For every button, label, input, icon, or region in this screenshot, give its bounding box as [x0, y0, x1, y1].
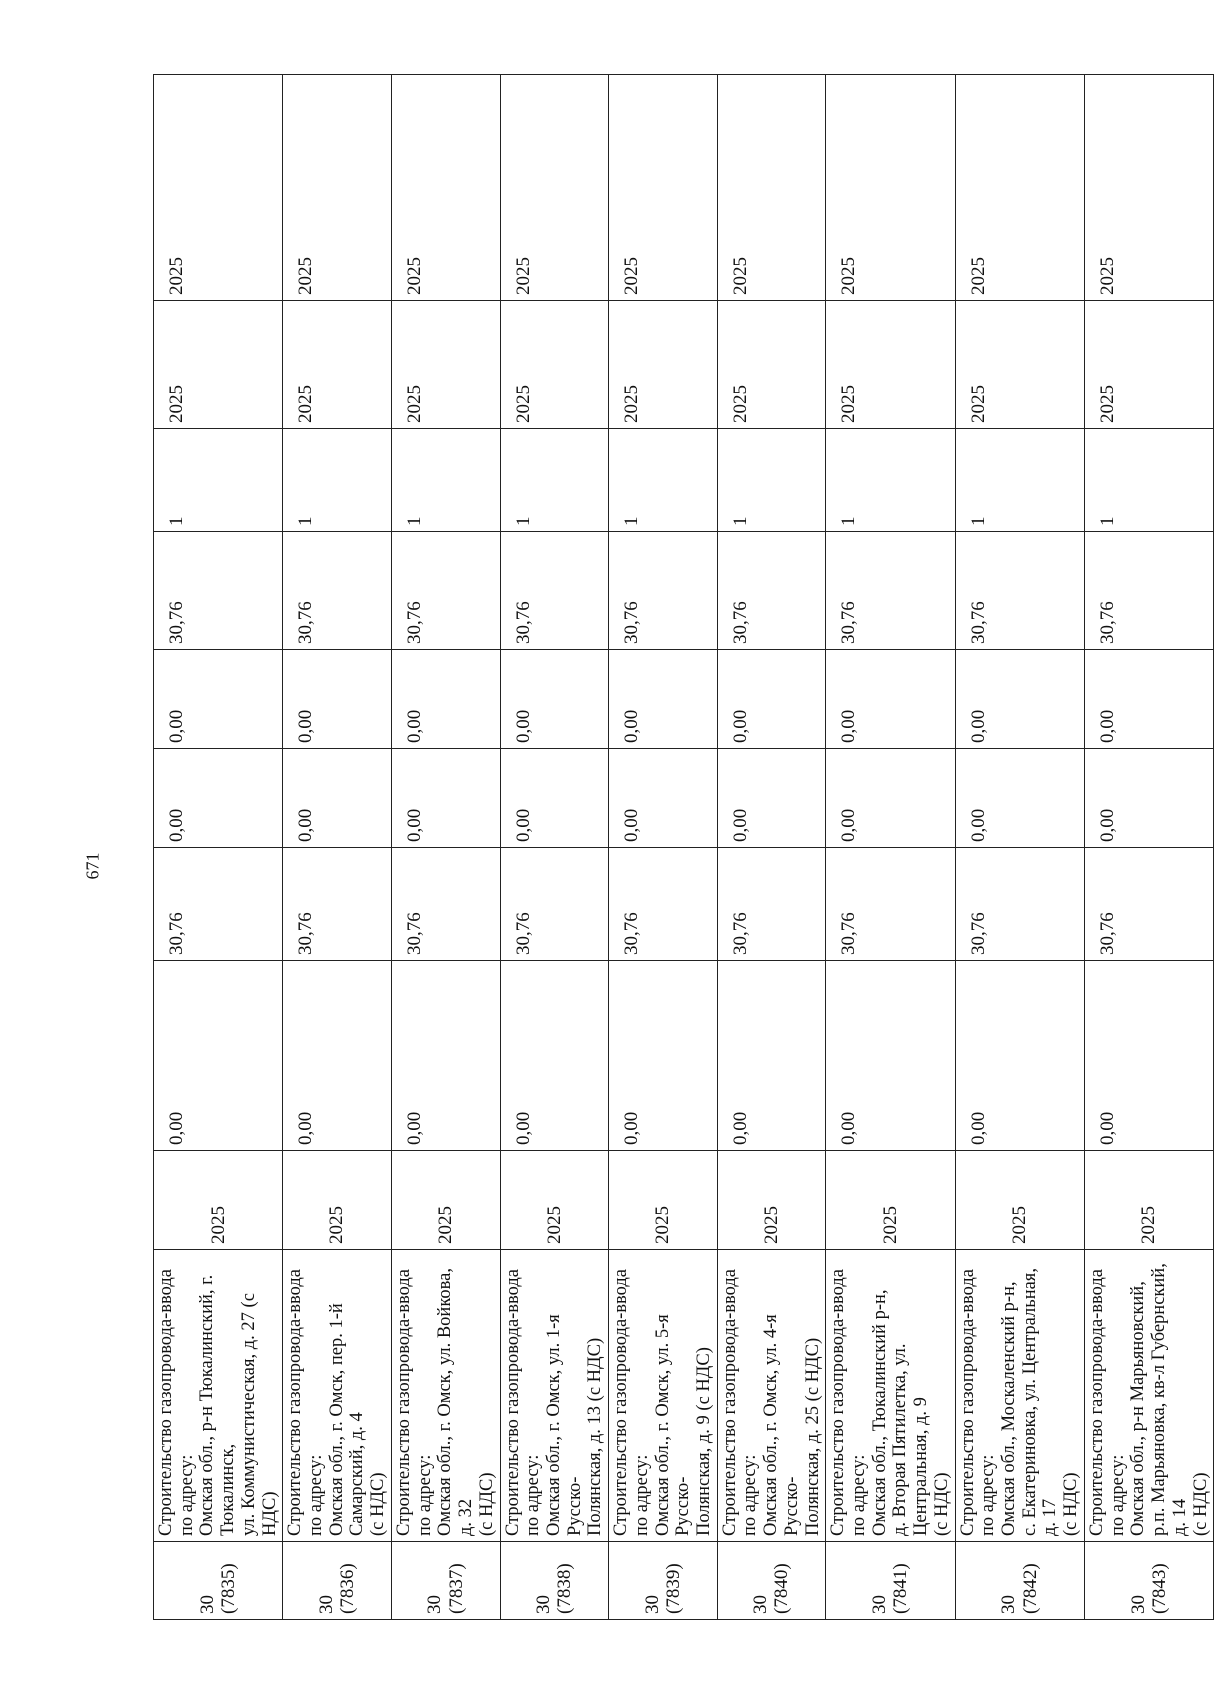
cell-value-4: 0,00 [826, 650, 955, 749]
cell-end-year: 2025 [826, 75, 955, 301]
cell-value-1: 0,00 [1084, 961, 1213, 1151]
cell-object-name: Строительство газопровода-ввода по адресу: Омская обл., р-н Марьяновский, р.п. Марьяновка, кв-л Губернский, д. 14 (с НДС) [1084, 1250, 1213, 1542]
cell-value-3: 0,00 [154, 749, 283, 848]
cell-year: 2025 [154, 1151, 283, 1250]
cell-value-5: 30,76 [1084, 532, 1213, 650]
cell-value-2: 30,76 [609, 848, 718, 961]
cell-row-number: 30 (7840) [717, 1542, 826, 1620]
cell-row-number: 30 (7838) [500, 1542, 609, 1620]
cell-row-number: 30 (7843) [1084, 1542, 1213, 1620]
cell-year: 2025 [826, 1151, 955, 1250]
cell-value-1: 0,00 [500, 961, 609, 1151]
cell-object-name: Строительство газопровода-ввода по адресу: Омская обл., г. Омск, ул. Войкова, д. 32 (с НДС) [391, 1250, 500, 1542]
cell-count: 1 [609, 429, 718, 532]
table-row [955, 75, 1084, 1620]
cell-value-3: 0,00 [609, 749, 718, 848]
cell-value-4: 0,00 [391, 650, 500, 749]
cell-end-year: 2025 [1084, 75, 1213, 301]
cell-value-2: 30,76 [826, 848, 955, 961]
cell-value-3: 0,00 [826, 749, 955, 848]
cell-value-5: 30,76 [154, 532, 283, 650]
table-row [717, 75, 826, 1620]
table-row [154, 75, 283, 1620]
cell-row-number: 30 (7837) [391, 1542, 500, 1620]
cell-object-name: Строительство газопровода-ввода по адресу: Омская обл., г. Омск, ул. 5-я Русско- Полянская, д. 9 (с НДС) [609, 1250, 718, 1542]
cell-value-5: 30,76 [826, 532, 955, 650]
cell-object-name: Строительство газопровода-ввода по адресу: Омская обл., г. Омск, пер. 1-й Самарский, д. 4 (с НДС) [283, 1250, 392, 1542]
cell-year: 2025 [1084, 1151, 1213, 1250]
cell-object-name: Строительство газопровода-ввода по адресу: Омская обл., Тюкалинский р-н, д. Вторая Пятилетка, ул. Центральная, д. 9 (с НДС) [826, 1250, 955, 1542]
cell-count: 1 [826, 429, 955, 532]
cell-year: 2025 [283, 1151, 392, 1250]
cell-end-year: 2025 [154, 75, 283, 301]
cell-count: 1 [391, 429, 500, 532]
cell-value-5: 30,76 [955, 532, 1084, 650]
cell-count: 1 [1084, 429, 1213, 532]
cell-value-2: 30,76 [500, 848, 609, 961]
cell-value-2: 30,76 [283, 848, 392, 961]
cell-value-1: 0,00 [717, 961, 826, 1151]
cell-value-4: 0,00 [955, 650, 1084, 749]
cell-object-name: Строительство газопровода-ввода по адресу: Омская обл., р-н Тюкалинский, г. Тюкалинск, ул. Коммунистическая, д. 27 (с НДС) [154, 1250, 283, 1542]
cell-value-2: 30,76 [955, 848, 1084, 961]
cell-year: 2025 [609, 1151, 718, 1250]
cell-year: 2025 [391, 1151, 500, 1250]
cell-start-year: 2025 [500, 301, 609, 429]
cell-start-year: 2025 [283, 301, 392, 429]
cell-value-5: 30,76 [500, 532, 609, 650]
cell-end-year: 2025 [500, 75, 609, 301]
cell-start-year: 2025 [717, 301, 826, 429]
cell-value-4: 0,00 [154, 650, 283, 749]
cell-value-4: 0,00 [283, 650, 392, 749]
investment-table-rotated [153, 75, 1211, 1620]
cell-year: 2025 [717, 1151, 826, 1250]
cell-value-1: 0,00 [609, 961, 718, 1151]
cell-end-year: 2025 [717, 75, 826, 301]
cell-row-number: 30 (7836) [283, 1542, 392, 1620]
table-row [826, 75, 955, 1620]
cell-row-number: 30 (7839) [609, 1542, 718, 1620]
cell-end-year: 2025 [391, 75, 500, 301]
cell-value-3: 0,00 [717, 749, 826, 848]
cell-end-year: 2025 [955, 75, 1084, 301]
cell-value-1: 0,00 [826, 961, 955, 1151]
cell-start-year: 2025 [609, 301, 718, 429]
cell-value-3: 0,00 [283, 749, 392, 848]
cell-object-name: Строительство газопровода-ввода по адресу: Омская обл., г. Омск, ул. 4-я Русско- Полянская, д. 25 (с НДС) [717, 1250, 826, 1542]
cell-value-4: 0,00 [1084, 650, 1213, 749]
cell-value-5: 30,76 [283, 532, 392, 650]
cell-value-4: 0,00 [717, 650, 826, 749]
cell-value-1: 0,00 [154, 961, 283, 1151]
cell-value-2: 30,76 [717, 848, 826, 961]
cell-object-name: Строительство газопровода-ввода по адресу: Омская обл., Москаленский р-н, с. Екатериновка, ул. Центральная, д. 17 (с НДС) [955, 1250, 1084, 1542]
cell-start-year: 2025 [391, 301, 500, 429]
cell-count: 1 [500, 429, 609, 532]
table-row [1084, 75, 1213, 1620]
cell-value-3: 0,00 [1084, 749, 1213, 848]
cell-value-1: 0,00 [391, 961, 500, 1151]
investment-table [153, 74, 1214, 1620]
table-row [391, 75, 500, 1620]
cell-start-year: 2025 [154, 301, 283, 429]
page-number: 671 [82, 852, 103, 880]
cell-row-number: 30 (7835) [154, 1542, 283, 1620]
cell-value-5: 30,76 [609, 532, 718, 650]
cell-value-3: 0,00 [955, 749, 1084, 848]
cell-value-5: 30,76 [391, 532, 500, 650]
cell-start-year: 2025 [826, 301, 955, 429]
cell-value-1: 0,00 [955, 961, 1084, 1151]
cell-value-5: 30,76 [717, 532, 826, 650]
cell-start-year: 2025 [955, 301, 1084, 429]
cell-count: 1 [717, 429, 826, 532]
cell-count: 1 [154, 429, 283, 532]
cell-year: 2025 [500, 1151, 609, 1250]
cell-value-2: 30,76 [154, 848, 283, 961]
cell-count: 1 [955, 429, 1084, 532]
cell-object-name: Строительство газопровода-ввода по адресу: Омская обл., г. Омск, ул. 1-я Русско- Полянская, д. 13 (с НДС) [500, 1250, 609, 1542]
cell-year: 2025 [955, 1151, 1084, 1250]
table-body [154, 75, 1214, 1620]
cell-value-2: 30,76 [391, 848, 500, 961]
cell-value-2: 30,76 [1084, 848, 1213, 961]
cell-end-year: 2025 [609, 75, 718, 301]
cell-value-3: 0,00 [500, 749, 609, 848]
cell-value-1: 0,00 [283, 961, 392, 1151]
table-row [500, 75, 609, 1620]
cell-count: 1 [283, 429, 392, 532]
table-row [283, 75, 392, 1620]
cell-value-4: 0,00 [609, 650, 718, 749]
cell-row-number: 30 (7842) [955, 1542, 1084, 1620]
table-row [609, 75, 718, 1620]
cell-start-year: 2025 [1084, 301, 1213, 429]
cell-end-year: 2025 [283, 75, 392, 301]
cell-value-4: 0,00 [500, 650, 609, 749]
cell-row-number: 30 (7841) [826, 1542, 955, 1620]
cell-value-3: 0,00 [391, 749, 500, 848]
